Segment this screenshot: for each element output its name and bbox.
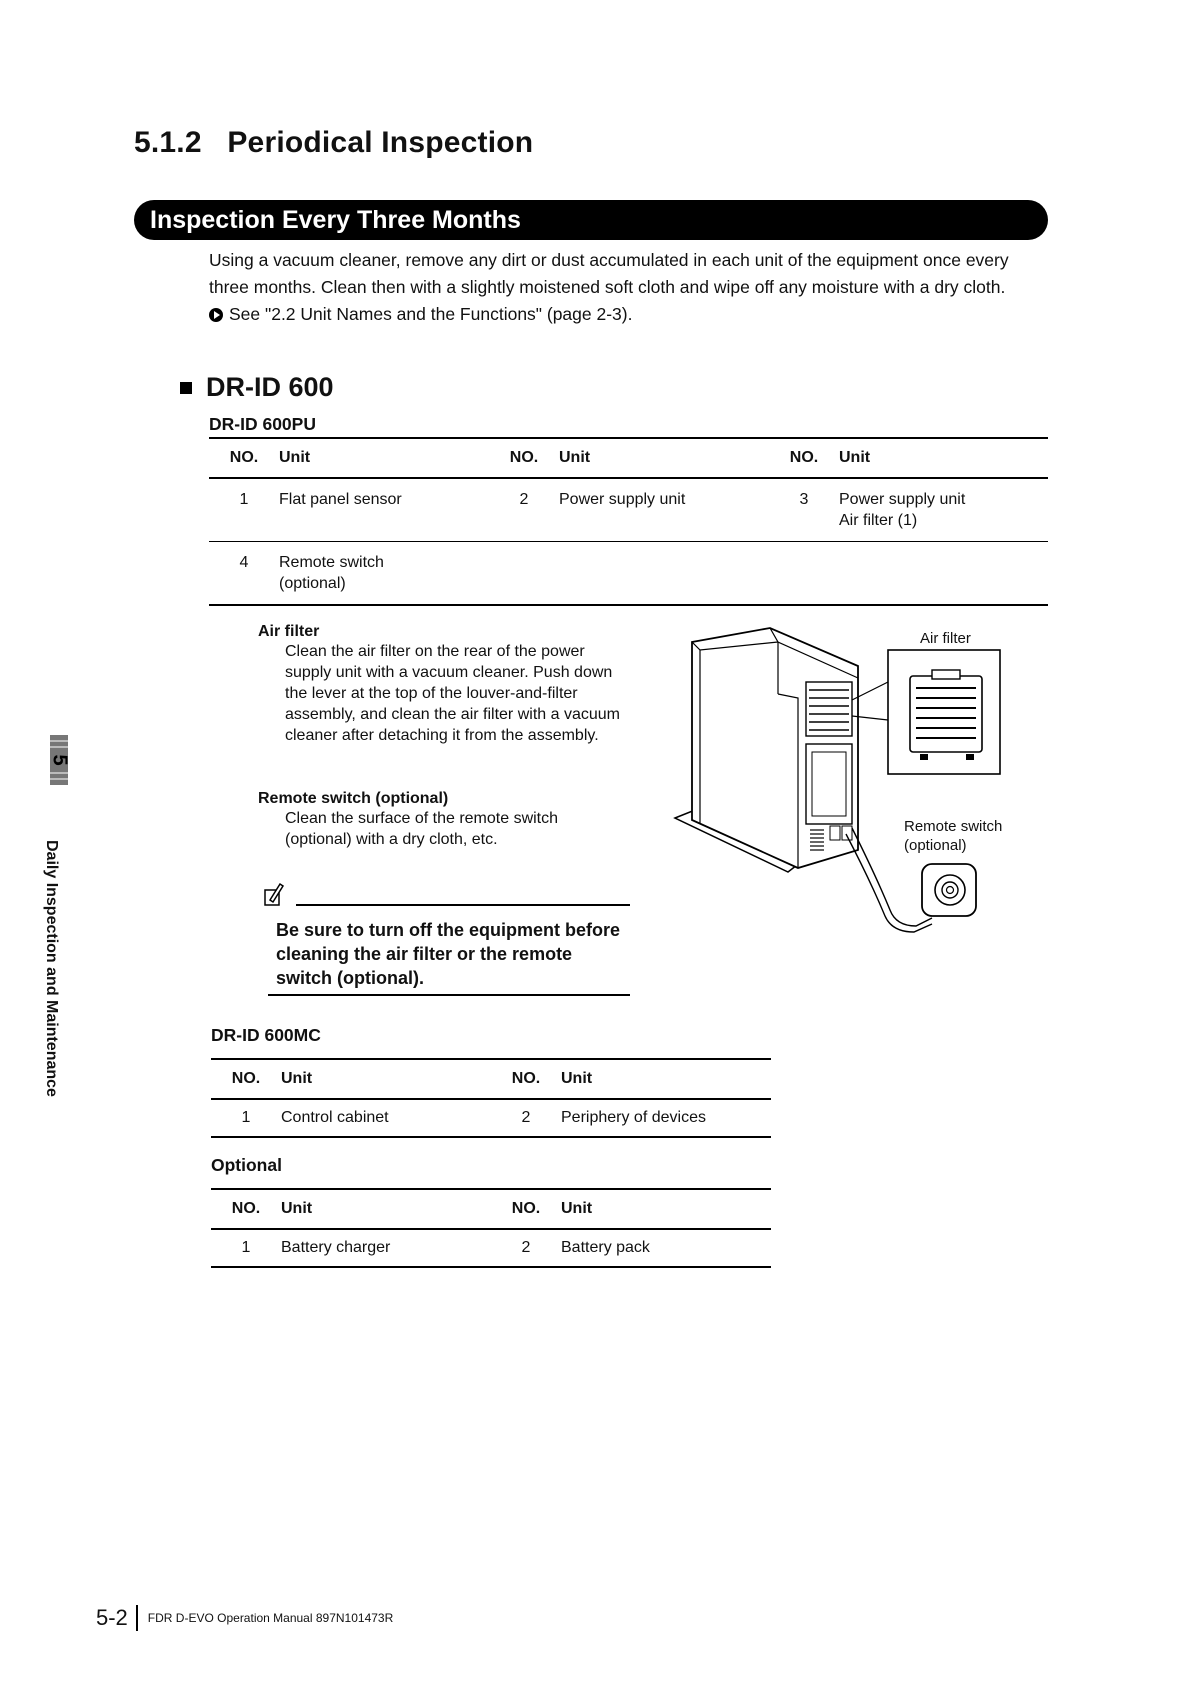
model-name: DR-ID 600: [206, 372, 334, 402]
figure-air-filter-label: Air filter: [920, 630, 971, 647]
unit-name: [279, 542, 489, 606]
pu-table-title: DR-ID 600PU: [209, 414, 316, 434]
footer-divider: [136, 1605, 138, 1631]
see-reference-text: See "2.2 Unit Names and the Functions" (page 2-3).: [229, 304, 633, 324]
unit-name: Flat panel sensor: [279, 491, 402, 508]
row-number: 1: [241, 1109, 251, 1126]
chapter-tab: [40, 735, 76, 785]
table-header-row: [211, 1059, 771, 1099]
figure-remote-label-line: (optional): [904, 837, 967, 854]
unit-name-line: (optional): [279, 575, 346, 592]
table-row: [209, 542, 1048, 606]
row-number: 4: [239, 554, 249, 571]
unit-name: Battery charger: [281, 1239, 391, 1256]
chapter-side-label: Daily Inspection and Maintenance: [43, 840, 60, 1097]
remote-switch-title: Remote switch (optional): [258, 790, 449, 807]
section-number: 5.1.2: [134, 126, 202, 159]
pu-unit-table: [209, 437, 1048, 606]
figure-remote-label-line: Remote switch: [904, 818, 1003, 835]
col-header-unit: Unit: [561, 1200, 593, 1217]
col-header-unit: Unit: [281, 1200, 313, 1217]
col-header-no: NO.: [511, 1200, 541, 1217]
col-header-no: NO.: [231, 1070, 261, 1087]
col-header-no: NO.: [229, 449, 259, 466]
note-text: Be sure to turn off the equipment before cleaning the air filter or the remote switch (optional).: [276, 920, 621, 988]
page-footer: [96, 1605, 393, 1631]
air-filter-section: [258, 623, 628, 746]
unit-name: Periphery of devices: [561, 1109, 706, 1126]
see-reference[interactable]: [209, 301, 1049, 328]
col-header-unit: Unit: [561, 1070, 593, 1087]
col-header-unit: Unit: [281, 1070, 313, 1087]
optional-table-title: Optional: [211, 1155, 282, 1175]
note-bottom-rule: [268, 994, 630, 996]
table-row: [209, 478, 1048, 542]
intro-text: Using a vacuum cleaner, remove any dirt or dust accumulated in each unit of the equipment once every three months. Clean then with a slightly moistened soft cloth and wipe off any moisture with a dry cloth.: [209, 250, 1009, 297]
col-header-no: NO.: [509, 449, 539, 466]
mc-table-title: DR-ID 600MC: [211, 1025, 321, 1045]
row-number: 2: [521, 1239, 531, 1256]
square-bullet-icon: [180, 382, 192, 394]
air-filter-title: Air filter: [258, 623, 320, 640]
remote-switch-section: [258, 790, 628, 850]
model-heading: [180, 372, 334, 403]
document-id: FDR D-EVO Operation Manual 897N101473R: [147, 1611, 394, 1625]
power-supply-unit-illustration: [670, 620, 1030, 950]
row-number: 1: [241, 1239, 251, 1256]
table-row: [211, 1099, 771, 1137]
table-header-row: [209, 438, 1048, 478]
section-heading-text: Periodical Inspection: [227, 126, 534, 159]
mc-unit-table: [211, 1058, 771, 1138]
unit-name-line: Remote switch: [279, 554, 384, 571]
unit-name-line: Air filter (1): [839, 512, 918, 529]
unit-name: Control cabinet: [281, 1109, 389, 1126]
row-number: 1: [239, 491, 249, 508]
note-pencil-icon: [262, 880, 286, 908]
unit-name: [839, 478, 1048, 542]
optional-unit-table: [211, 1188, 771, 1268]
unit-name: Power supply unit: [559, 491, 686, 508]
row-number: 3: [799, 491, 809, 508]
intro-paragraph: [209, 247, 1049, 328]
page-number: 5-2: [96, 1605, 128, 1630]
row-number: 2: [519, 491, 529, 508]
col-header-no: NO.: [231, 1200, 261, 1217]
table-row: [211, 1229, 771, 1267]
inspection-banner: Inspection Every Three Months: [134, 200, 1048, 240]
figure-remote-switch-label: [904, 817, 1002, 855]
col-header-no: NO.: [789, 449, 819, 466]
note-top-rule: [296, 904, 630, 906]
remote-switch-body: Clean the surface of the remote switch (optional) with a dry cloth, etc.: [285, 810, 559, 848]
table-header-row: [211, 1189, 771, 1229]
col-header-no: NO.: [511, 1070, 541, 1087]
col-header-unit: Unit: [559, 449, 591, 466]
arrow-circle-icon: [209, 308, 223, 322]
air-filter-body: Clean the air filter on the rear of the power supply unit with a vacuum cleaner. Push down the lever at the top of the louver-and-filter assembly, and clean the air filter with a vacuum cleaner after detaching it from the assembly.: [285, 643, 620, 744]
row-number: 2: [521, 1109, 531, 1126]
section-title: [134, 126, 533, 160]
unit-name-line: Power supply unit: [839, 491, 966, 508]
col-header-unit: Unit: [279, 449, 311, 466]
chapter-number: 5: [48, 754, 71, 766]
unit-name: Battery pack: [561, 1239, 650, 1256]
col-header-unit: Unit: [839, 449, 871, 466]
